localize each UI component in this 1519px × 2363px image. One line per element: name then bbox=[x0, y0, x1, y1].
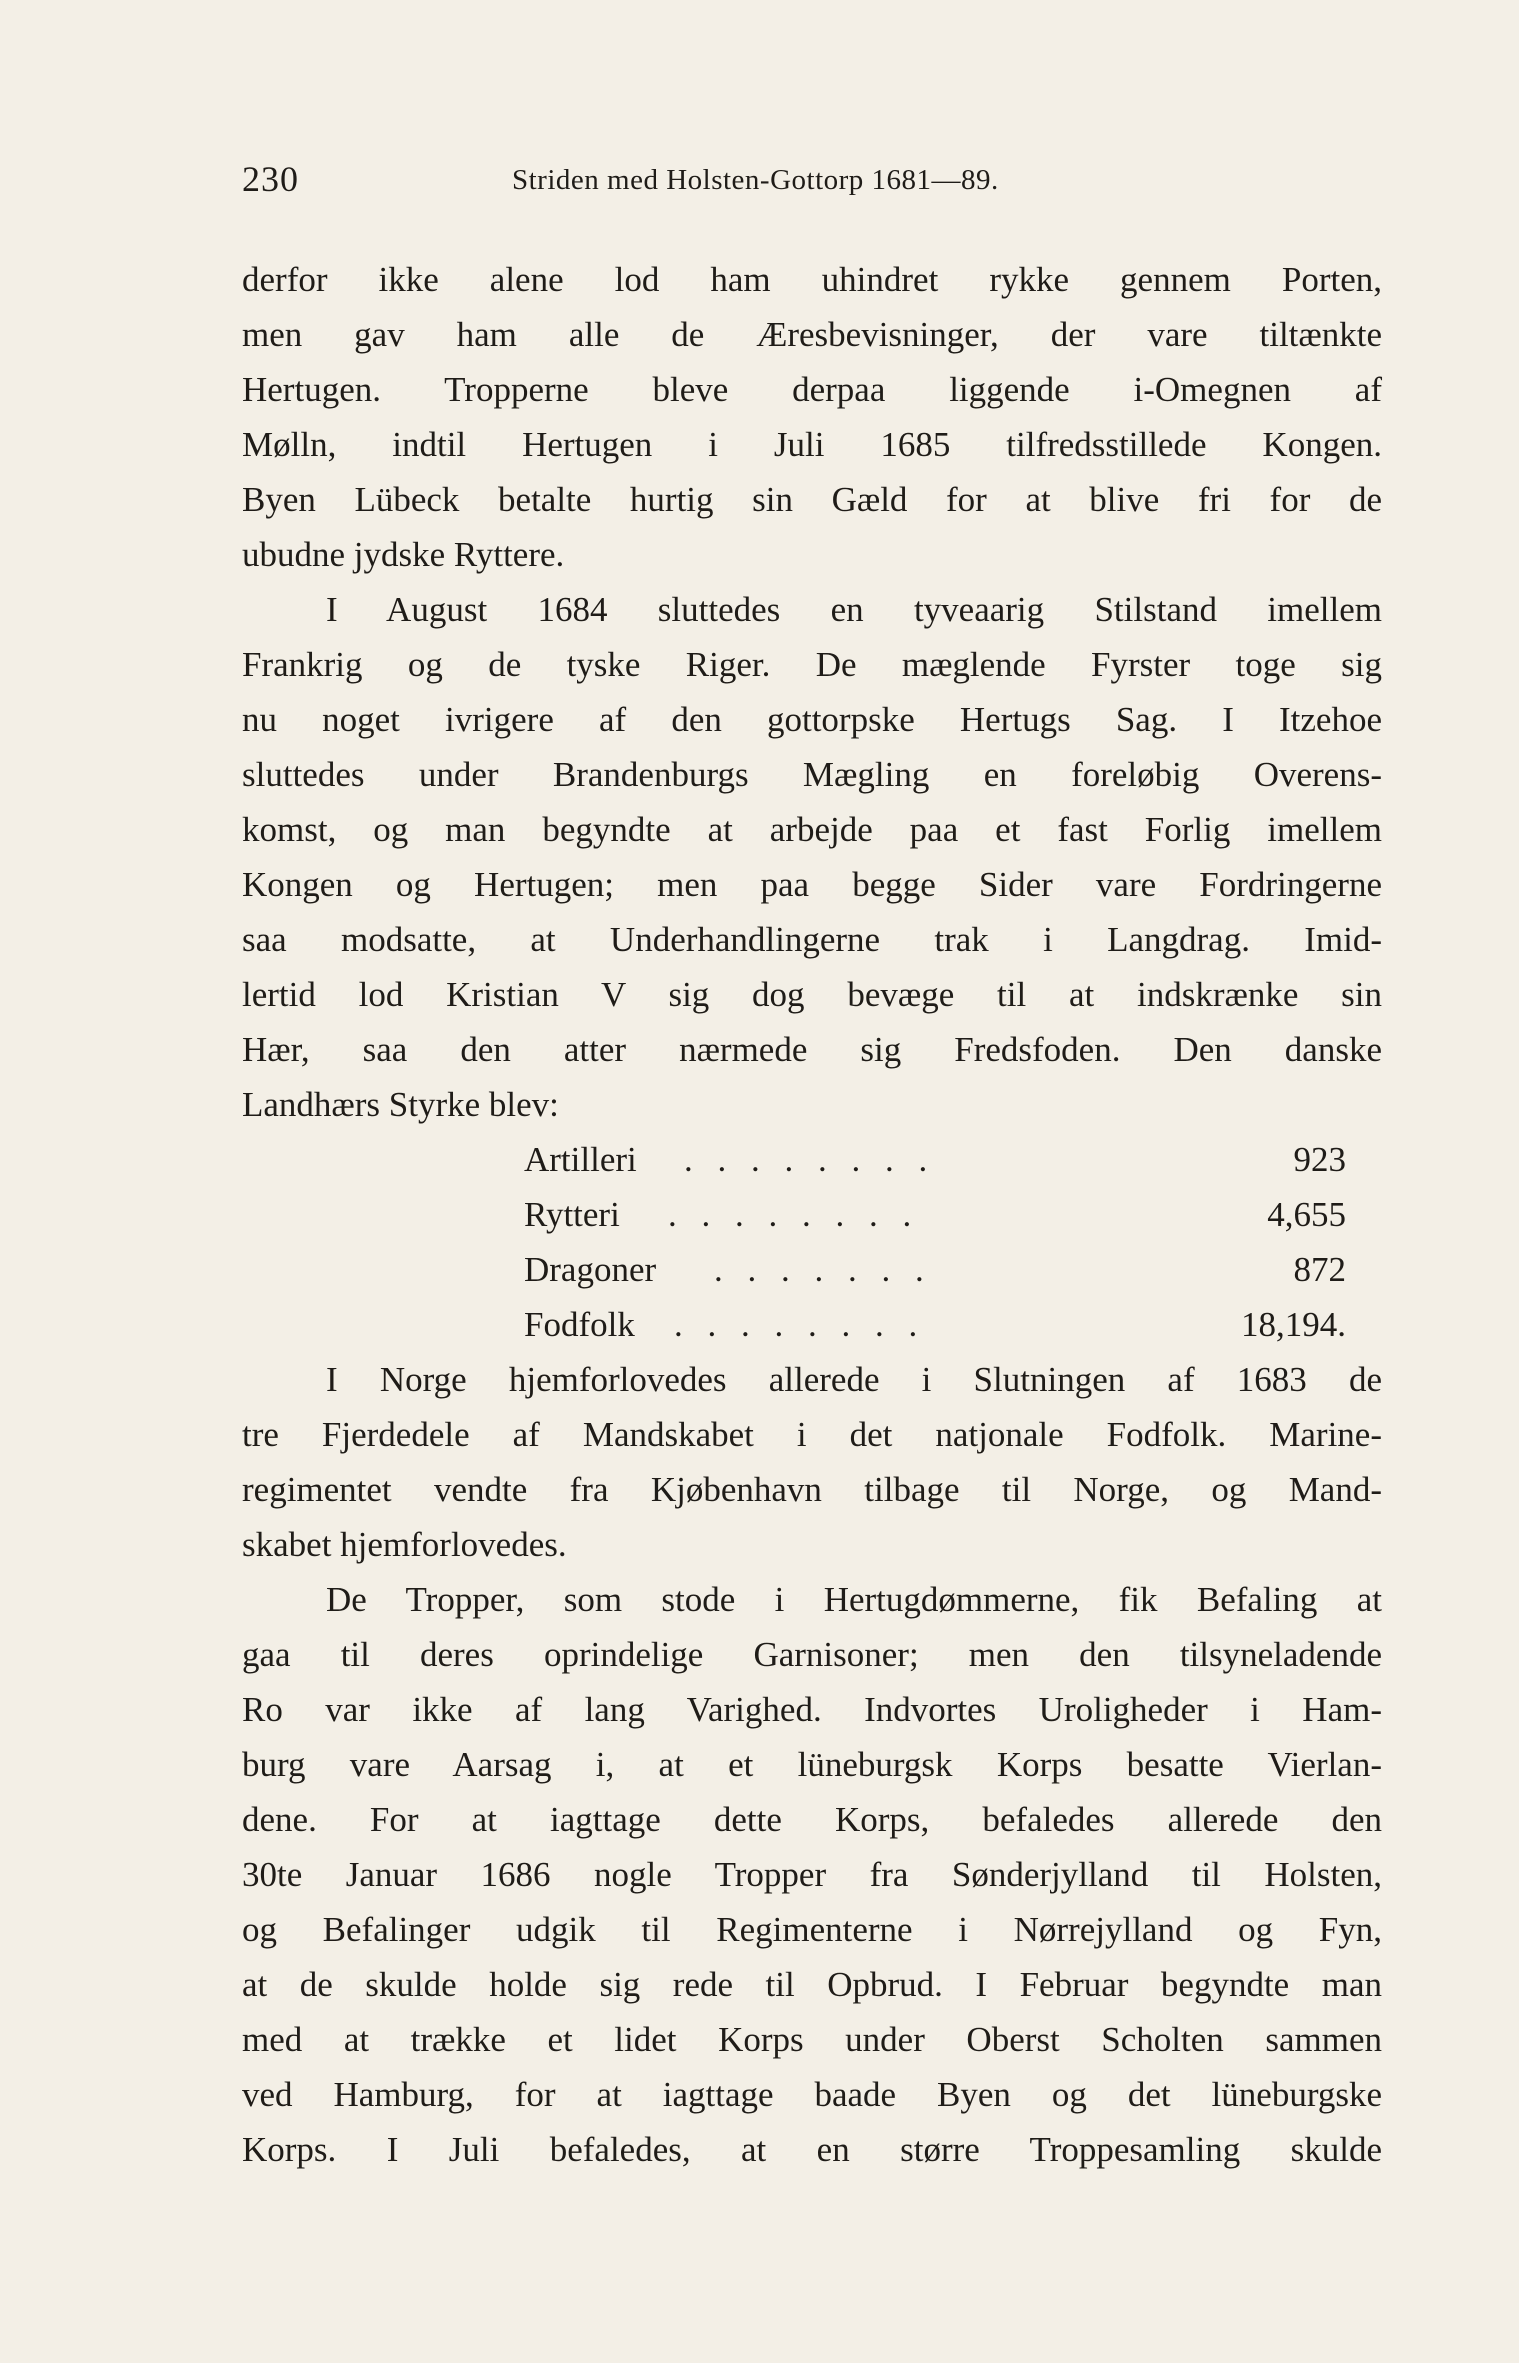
text-line: lertid lod Kristian V sig dog bevæge til at indskrænke sin bbox=[242, 975, 1382, 1014]
table-row-rytteri bbox=[524, 1187, 1346, 1242]
text-line: De Tropper, som stode i Hertugdømmerne, fik Befaling at bbox=[326, 1580, 1382, 1619]
text-line: derfor ikke alene lod ham uhindret rykke gennem Porten, bbox=[242, 260, 1382, 299]
row-value: 923 bbox=[1293, 1140, 1346, 1179]
text-line: sluttedes under Brandenburgs Mægling en foreløbig Overens- bbox=[242, 755, 1382, 794]
text-line: dene. For at iagttage dette Korps, befaledes allerede den bbox=[242, 1800, 1382, 1839]
text-line: Hertugen. Tropperne bleve derpaa liggende i-Omegnen af bbox=[242, 370, 1382, 409]
text-line: Hær, saa den atter nærmede sig Fredsfoden. Den danske bbox=[242, 1030, 1382, 1069]
text-line: gaa til deres oprindelige Garnisoner; men den tilsyneladende bbox=[242, 1635, 1382, 1674]
row-label: Dragoner bbox=[524, 1250, 657, 1289]
row-value: 4,655 bbox=[1267, 1195, 1346, 1234]
text-line: tre Fjerdedele af Mandskabet i det natjonale Fodfolk. Marine- bbox=[242, 1415, 1382, 1454]
text-line: at de skulde holde sig rede til Opbrud. I Februar begyndte man bbox=[242, 1965, 1382, 2004]
text-line: skabet hjemforlovedes. bbox=[242, 1525, 567, 1564]
leader-dots: . . . . . . . . bbox=[684, 1140, 936, 1179]
paragraph-1 bbox=[242, 252, 1382, 582]
row-value: 18,194. bbox=[1241, 1305, 1346, 1344]
text-line: Kongen og Hertugen; men paa begge Sider vare Fordringerne bbox=[242, 865, 1382, 904]
text-line: ubudne jydske Ryttere. bbox=[242, 535, 565, 574]
text-line: saa modsatte, at Underhandlingerne trak i Langdrag. Imid- bbox=[242, 920, 1382, 959]
paragraph-3 bbox=[242, 1352, 1382, 1572]
table-row-fodfolk bbox=[524, 1297, 1346, 1352]
paragraph-4 bbox=[242, 1572, 1382, 2177]
text-line: regimentet vendte fra Kjøbenhavn tilbage til Norge, og Mand- bbox=[242, 1470, 1382, 1509]
row-label: Rytteri bbox=[524, 1195, 620, 1234]
row-label: Artilleri bbox=[524, 1140, 637, 1179]
text-line: Korps. I Juli befaledes, at en større Troppesamling skulde bbox=[242, 2130, 1382, 2169]
running-head: Striden med Holsten-Gottorp 1681—89. bbox=[512, 164, 999, 196]
text-line: nu noget ivrigere af den gottorpske Hertugs Sag. I Itzehoe bbox=[242, 700, 1382, 739]
table-row-artilleri bbox=[524, 1132, 1346, 1187]
table-row-dragoner bbox=[524, 1242, 1346, 1297]
text-line: Mølln, indtil Hertugen i Juli 1685 tilfredsstillede Kongen. bbox=[242, 425, 1382, 464]
text-line: Landhærs Styrke blev: bbox=[242, 1085, 559, 1124]
row-label: Fodfolk bbox=[524, 1305, 635, 1344]
text-line: og Befalinger udgik til Regimenterne i Nørrejylland og Fyn, bbox=[242, 1910, 1382, 1949]
text-line: med at trække et lidet Korps under Oberst Scholten sammen bbox=[242, 2020, 1382, 2059]
text-line: komst, og man begyndte at arbejde paa et fast Forlig imellem bbox=[242, 810, 1382, 849]
text-line: Ro var ikke af lang Varighed. Indvortes Uroligheder i Ham- bbox=[242, 1690, 1382, 1729]
text-line: Byen Lübeck betalte hurtig sin Gæld for at blive fri for de bbox=[242, 480, 1382, 519]
text-line: I Norge hjemforlovedes allerede i Slutningen af 1683 de bbox=[326, 1360, 1382, 1399]
text-line: men gav ham alle de Æresbevisninger, der vare tiltænkte bbox=[242, 315, 1382, 354]
page-number: 230 bbox=[242, 159, 299, 199]
text-line: 30te Januar 1686 nogle Tropper fra Sønderjylland til Holsten, bbox=[242, 1855, 1382, 1894]
body-text bbox=[242, 252, 1382, 2177]
leader-dots: . . . . . . . . bbox=[668, 1195, 920, 1234]
army-strength-table bbox=[242, 1132, 1382, 1352]
text-line: Frankrig og de tyske Riger. De mæglende Fyrster toge sig bbox=[242, 645, 1382, 684]
paragraph-2 bbox=[242, 582, 1382, 1132]
text-line: I August 1684 sluttedes en tyveaarig Stilstand imellem bbox=[326, 590, 1382, 629]
text-line: ved Hamburg, for at iagttage baade Byen og det lüneburgske bbox=[242, 2075, 1382, 2114]
text-line: burg vare Aarsag i, at et lüneburgsk Korps besatte Vierlan- bbox=[242, 1745, 1382, 1784]
leader-dots: . . . . . . . . bbox=[674, 1305, 926, 1344]
leader-dots: . . . . . . . bbox=[714, 1250, 932, 1289]
row-value: 872 bbox=[1293, 1250, 1346, 1289]
page-header bbox=[242, 158, 1122, 208]
